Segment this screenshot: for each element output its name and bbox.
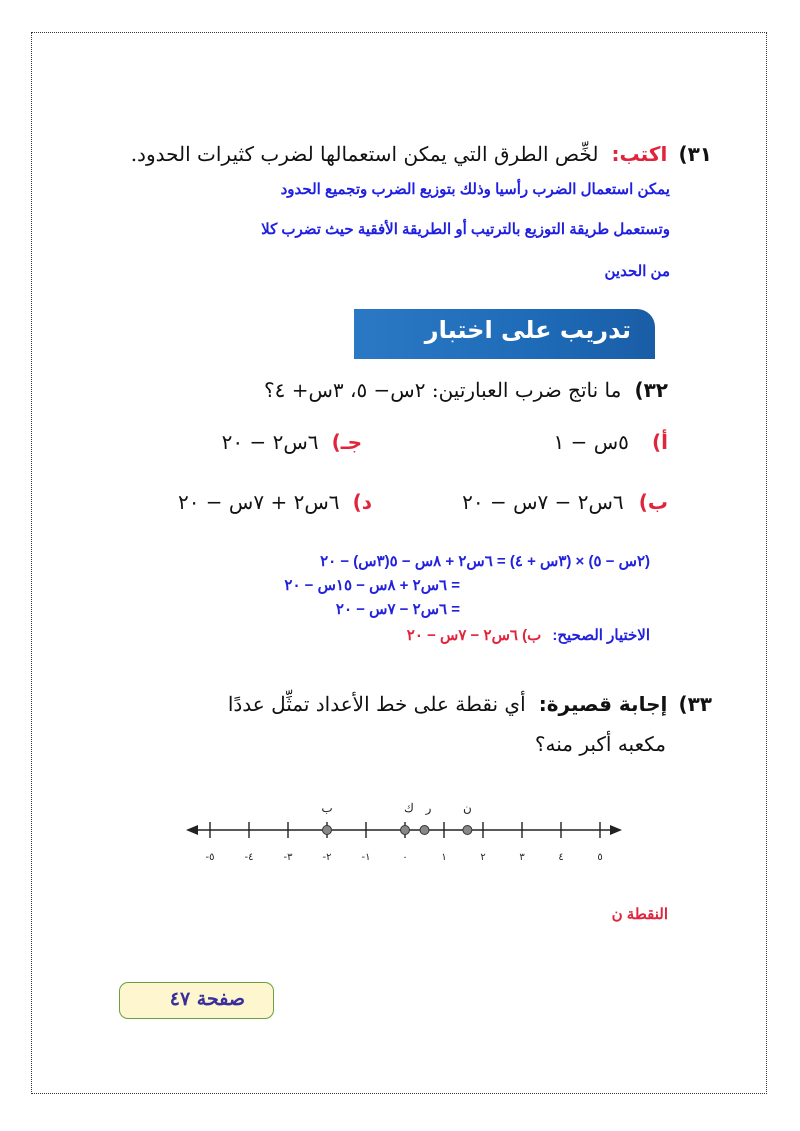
question-31-answer-line-1: يمكن استعمال الضرب رأسيا وذلك بتوزيع الضرب وتجميع الحدود [280, 181, 670, 198]
question-31-number: ٣١) [678, 142, 712, 166]
choice-a[interactable] [554, 430, 668, 454]
question-32-line [264, 378, 668, 402]
number-line-tick-label: ٣- [283, 852, 293, 863]
number-line-tick-label: ١- [361, 852, 371, 863]
final-answer-label: الاختيار الصحيح: [552, 627, 650, 644]
number-line-right-arrow [610, 825, 622, 835]
choice-a-letter: أ) [652, 430, 668, 454]
number-line-tick-label: ٢- [322, 852, 332, 863]
choice-d[interactable] [178, 490, 372, 514]
number-line-left-arrow [186, 825, 198, 835]
final-answer-value: ب) ٦س٢ − ٧س − ٢٠ [406, 627, 542, 644]
number-line-point-label: ر [425, 801, 432, 815]
choice-d-expression: ٦س٢ + ٧س − ٢٠ [177, 490, 340, 514]
choice-b-letter: ب) [638, 490, 668, 514]
page-number-badge [119, 982, 274, 1019]
number-line-point [463, 826, 472, 835]
section-banner-title: تدريب على اختبار [424, 316, 631, 344]
choice-j-expression: ٦س٢ − ٢٠ [221, 430, 319, 454]
work-line-3: = ٦س٢ − ٧س − ٢٠ [335, 601, 460, 618]
number-line-tick-label: ٠ [402, 852, 408, 863]
question-33-number: ٣٣) [678, 692, 712, 716]
number-line-tick-label: ٤- [244, 852, 254, 863]
choice-b[interactable] [462, 490, 668, 514]
page-number-text: صفحة ٤٧ [169, 988, 245, 1010]
number-line-point [323, 826, 332, 835]
number-line-point [401, 826, 410, 835]
final-answer-line [407, 625, 650, 644]
work-line-2: = ٦س٢ + ٨س − ١٥س − ٢٠ [284, 577, 460, 594]
number-line-point-label: ك [404, 801, 414, 815]
choice-d-letter: د) [352, 490, 372, 514]
number-line-tick-labels [206, 852, 603, 863]
question-31-label: اكتب: [611, 142, 668, 166]
number-line-point-label: ن [462, 801, 472, 815]
number-line-tick-label: ٢ [480, 852, 486, 863]
question-32-number: ٣٢) [634, 378, 668, 402]
number-line-tick-label: ٥- [205, 852, 215, 863]
question-33-label: إجابة قصيرة: [538, 692, 668, 716]
work-line-1: (٢س − ٥) × (٣س + ٤) = ٦س٢ + ٨س − ٥(٣س) − ٢٠ [320, 553, 650, 570]
number-line-tick-label: ١ [441, 852, 447, 863]
choice-j-letter: جـ) [331, 430, 362, 454]
choice-b-expression: ٦س٢ − ٧س − ٢٠ [462, 490, 624, 514]
section-banner [354, 309, 655, 359]
question-32-text: ما ناتج ضرب العبارتين: ٢س− ٥، ٣س+ ٤؟ [263, 378, 622, 402]
number-line-point-label: ب [321, 801, 333, 815]
number-line-tick-label: ٥ [597, 852, 603, 863]
question-33-text-2: مكعبه أكبر منه؟ [534, 732, 666, 756]
question-31-text: لخِّص الطرق التي يمكن استعمالها لضرب كثيرات الحدود. [130, 142, 599, 166]
question-33-line [228, 692, 712, 716]
number-line-tick-label: ٣ [519, 852, 525, 863]
question-31-answer-line-2: وتستعمل طريقة التوزيع بالترتيب أو الطريقة الأفقية حيث تضرب كلا [261, 221, 670, 238]
choice-a-expression: ٥س − ١ [553, 430, 629, 454]
number-line-tick-label: ٤ [558, 852, 564, 863]
number-line [180, 800, 630, 880]
question-33-text-1: أي نقطة على خط الأعداد تمثِّل عددًا [227, 692, 526, 716]
question-31-answer-line-3: من الحدين [604, 263, 670, 280]
question-31-line [131, 142, 712, 166]
number-line-point [420, 826, 429, 835]
choice-j[interactable] [222, 430, 362, 454]
question-33-answer: النقطة ن [611, 906, 668, 923]
